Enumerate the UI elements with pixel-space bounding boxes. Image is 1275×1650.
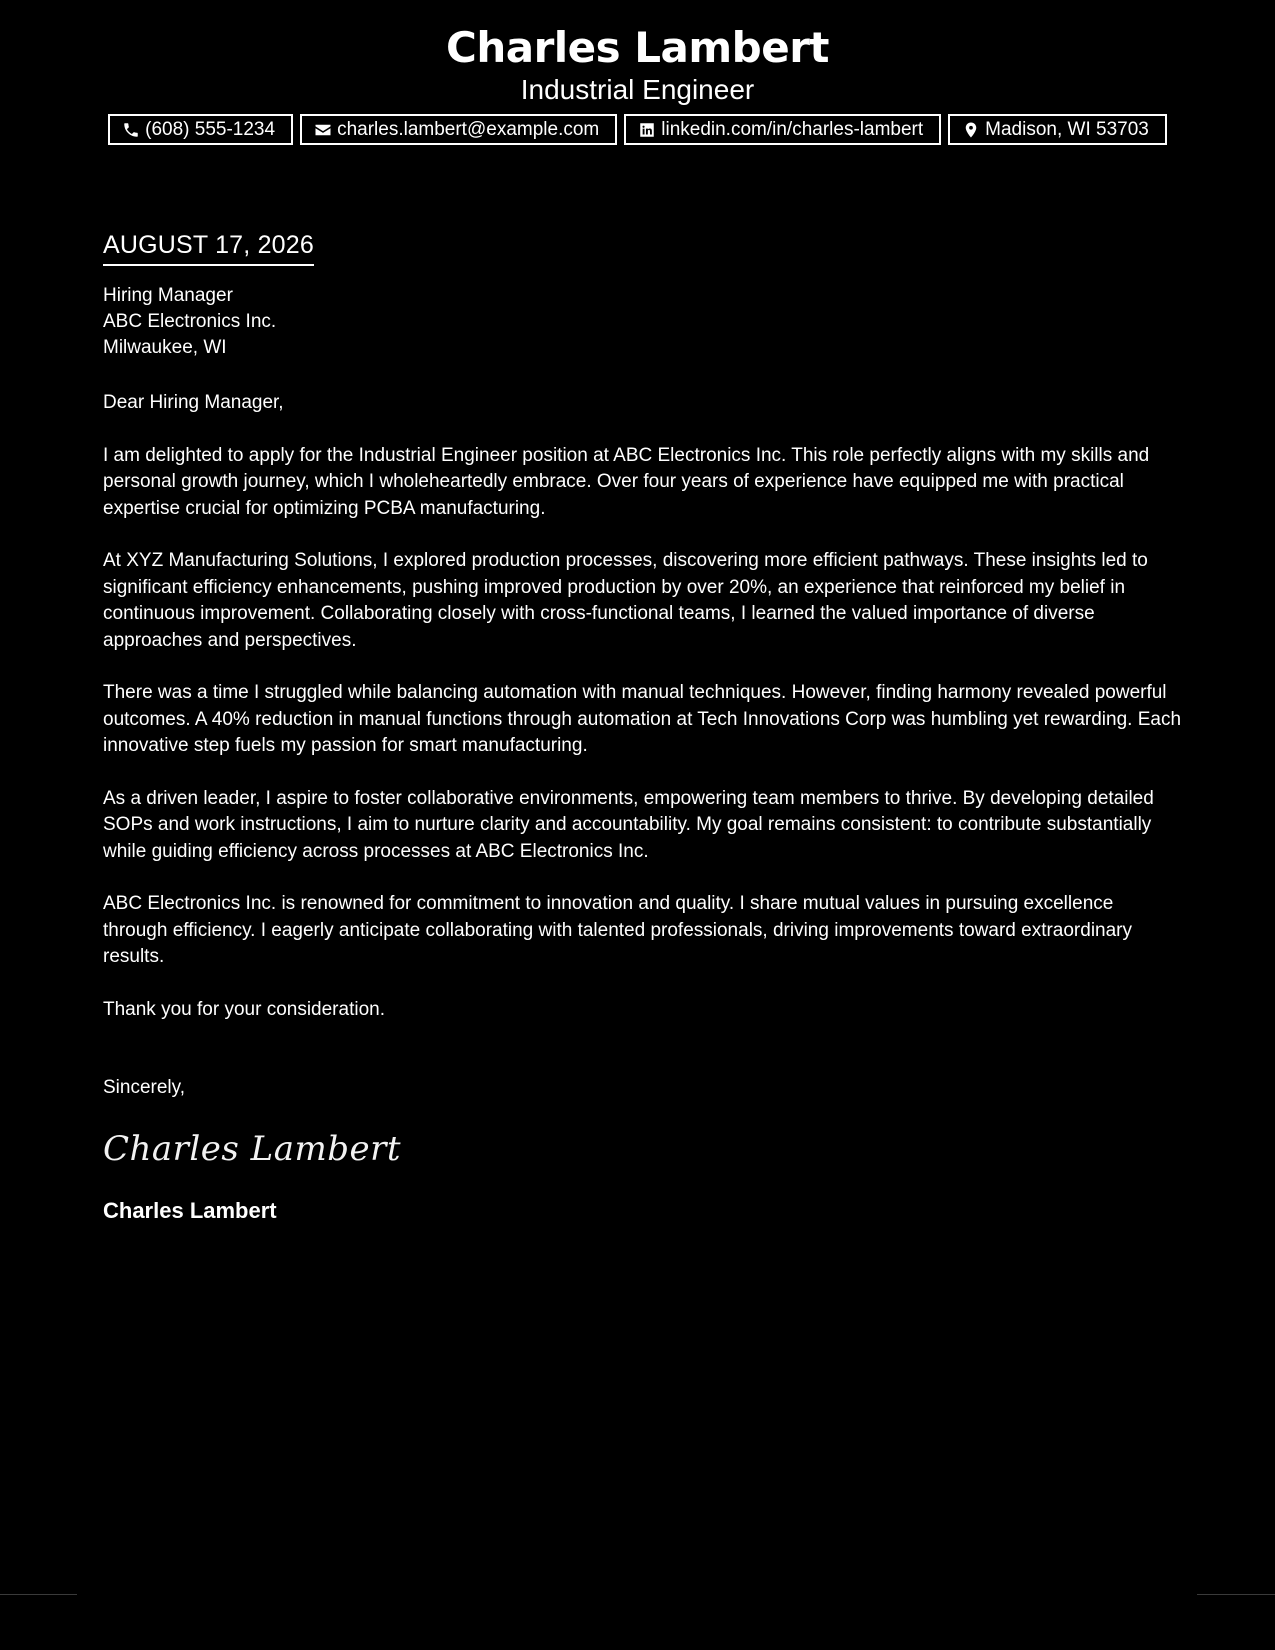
body-paragraph: I am delighted to apply for the Industrial Engineer position at ABC Electronics Inc. This role perfectly aligns with my skills and personal growth journey, which I wholeheartedly embrace. Over four years of experience have equipped me with practical expertise crucial for optimizing PCBA manufacturing. — [103, 444, 1150, 519]
map-marker-icon — [962, 121, 980, 139]
body-paragraph: ABC Electronics Inc. is renowned for commitment to innovation and quality. I share mutual values in pursuing excellence through efficiency. I eagerly anticipate collaborating with talented professionals, driving improvements toward extraordinary results. — [103, 893, 1133, 967]
letter-date: AUGUST 17, 2026 — [103, 228, 314, 266]
applicant-name: Charles Lambert — [446, 23, 829, 72]
thank-you-line: Thank you for your consideration. — [103, 998, 385, 1020]
contact-email-text: charles.lambert@example.com — [337, 118, 600, 140]
body-paragraph: At XYZ Manufacturing Solutions, I explored production processes, discovering more efficient pathways. These insights led to significant efficiency enhancements, pushing improved production by over 20%, an experience that reinforced my belief in continuous improvement. Collaborating closely with cross-functional teams, I learned the valued importance of diverse approaches and perspectives. — [103, 550, 1148, 651]
envelope-icon — [314, 121, 332, 139]
handwritten-signature: Charles Lambert — [103, 1128, 402, 1169]
contact-linkedin-text: linkedin.com/in/charles-lambert — [661, 118, 924, 140]
phone-icon — [122, 121, 140, 139]
letter-body — [103, 228, 1183, 1226]
body-paragraph: There was a time I struggled while balancing automation with manual techniques. However, finding harmony revealed powerful outcomes. A 40% reduction in manual functions through automation at Tech Innovations Corp was humbling yet rewarding. Each innovative step fuels my passion for smart manufacturing. — [103, 682, 1182, 756]
contact-location-text: Madison, WI 53703 — [985, 118, 1149, 140]
recipient-line: ABC Electronics Inc. — [103, 311, 277, 332]
contact-location[interactable] — [948, 114, 1167, 145]
signer-name: Charles Lambert — [103, 1197, 277, 1223]
contact-phone[interactable] — [108, 114, 293, 145]
body-paragraph: As a driven leader, I aspire to foster collaborative environments, empowering team members to thrive. By developing detailed SOPs and work instructions, I aim to nurture clarity and accountability. My goal remains consistent: to contribute substantially while guiding efficiency across processes at ABC Electronics Inc. — [103, 787, 1154, 862]
footer-rule-right — [1197, 1594, 1275, 1595]
salutation: Dear Hiring Manager, — [103, 392, 284, 413]
contact-bar — [0, 114, 1275, 145]
contact-linkedin[interactable] — [624, 114, 941, 145]
recipient-line: Milwaukee, WI — [103, 337, 227, 358]
contact-phone-text: (608) 555-1234 — [145, 118, 276, 140]
closing: Sincerely, — [103, 1077, 186, 1098]
applicant-title: Industrial Engineer — [520, 74, 755, 105]
linkedin-icon — [638, 121, 656, 139]
contact-email[interactable] — [300, 114, 617, 145]
footer-rule-left — [0, 1594, 77, 1595]
recipient-block — [103, 283, 1183, 361]
recipient-line: Hiring Manager — [103, 285, 233, 306]
